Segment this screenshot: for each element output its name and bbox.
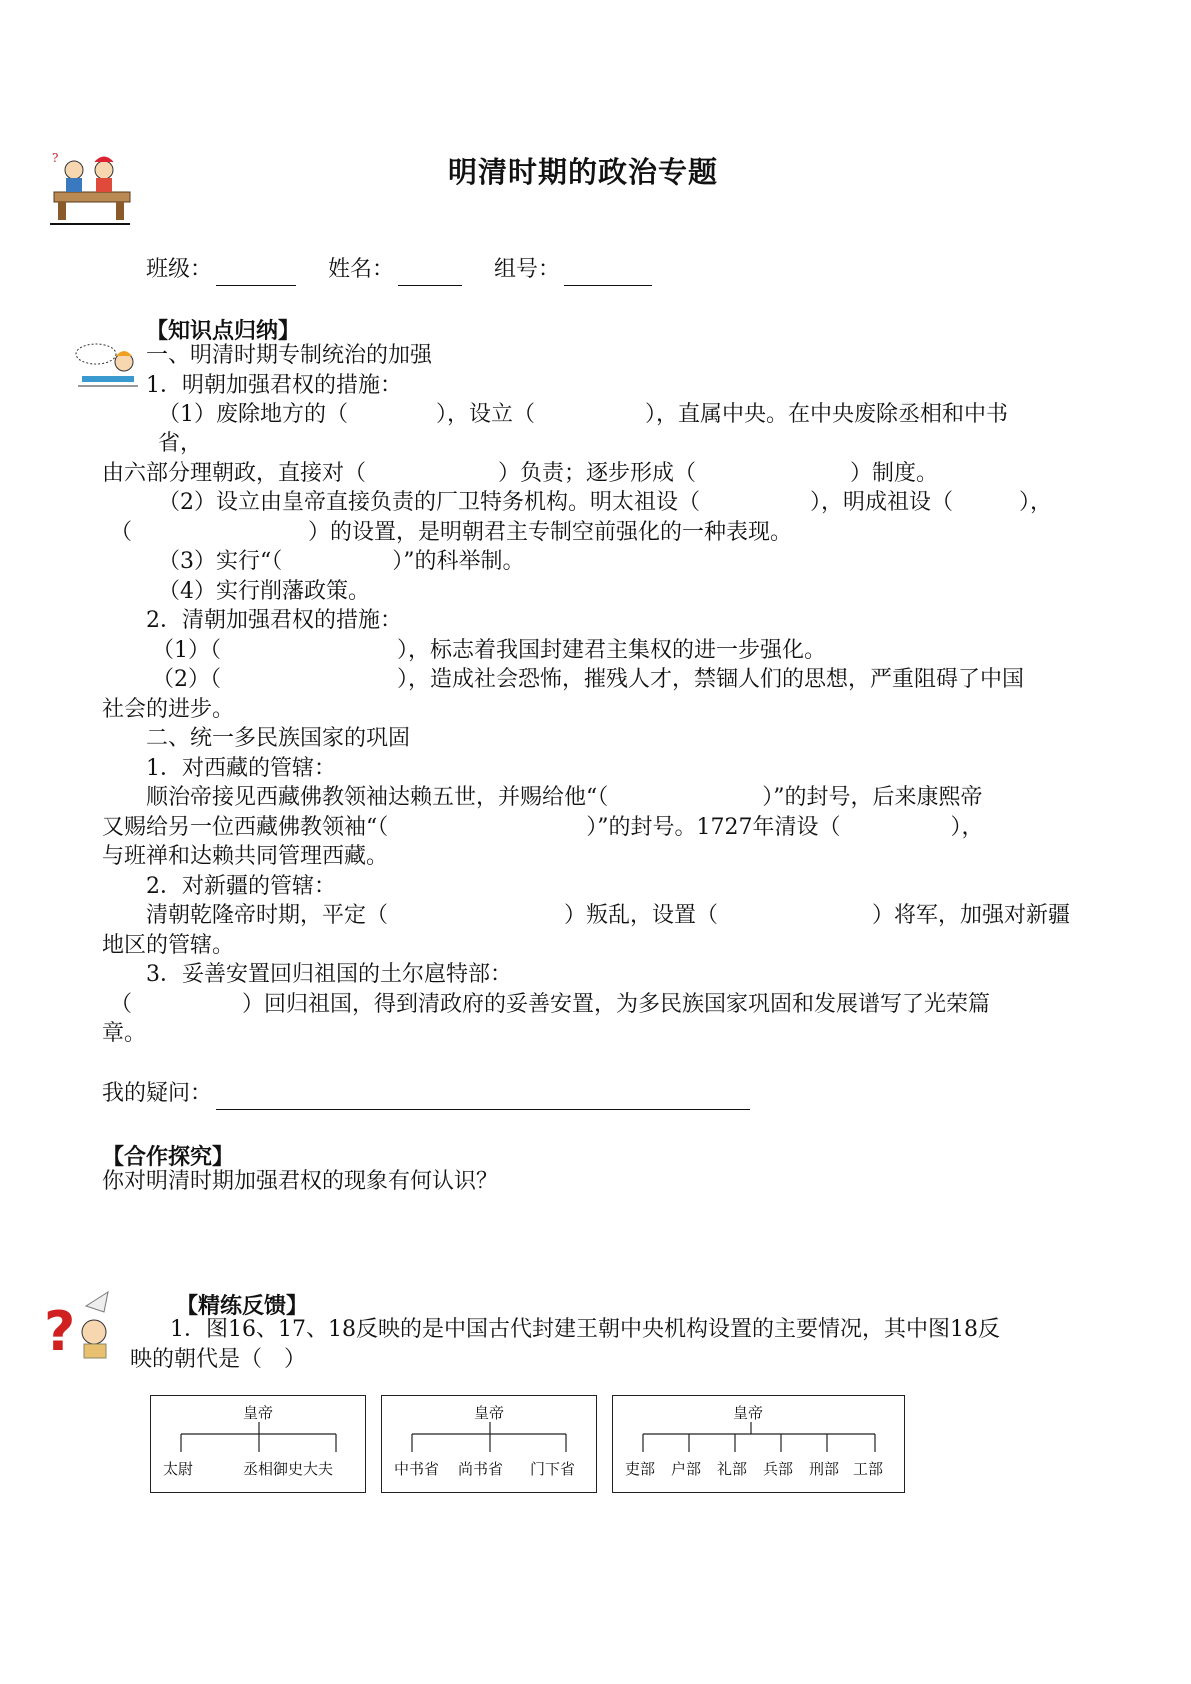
org-diagram-17 [381,1395,597,1493]
section-line-2: 1．明朝加强君权的措施： [146,373,402,398]
practice-heading: 【精练反馈】 [176,1294,309,1319]
org-top-label: 皇帝 [733,1404,764,1422]
knowledge-heading: 【知识点归纳】 [146,319,301,344]
section-line-7: （ ）的设置，是明朝君主专制空前强化的一种表现。 [110,520,793,545]
class-blank[interactable] [216,263,296,286]
section-line-8: （3）实行“（ ）”的科举制。 [158,549,525,574]
group-blank[interactable] [564,263,652,286]
org-child-label: 礼部 [717,1460,748,1478]
org-child-label: 尚书省 [458,1460,504,1478]
question-label: 我的疑问： [102,1081,213,1106]
org-child-label: 中书省 [394,1460,440,1478]
section-line-9: （4）实行削藩政策。 [158,579,370,604]
org-child-label: 吏部 [625,1460,656,1478]
svg-text:?: ? [44,1300,76,1363]
section-line-14: 二、统一多民族国家的巩固 [146,726,411,751]
org-child-label: 太尉 [163,1460,194,1478]
org-child-label: 户部 [671,1460,702,1478]
page-title: 明清时期的政治专题 [448,155,719,189]
question-blank[interactable] [216,1087,750,1110]
org-child-label: 兵部 [763,1460,794,1478]
org-diagram-16 [150,1395,366,1493]
section-line-16: 顺治帝接见西藏佛教领袖达赖五世，并赐给他“（ ）”的封号，后来康熙帝 [146,785,983,810]
section-line-10: 2．清朝加强君权的措施： [146,608,402,633]
section-line-23: （ ）回归祖国，得到清政府的妥善安置，为多民族国家巩固和发展谱写了光荣篇 [110,992,991,1017]
class-label: 班级： [146,257,213,282]
practice-q1-line1: 1．图16、17、18反映的是中国古代封建王朝中央机构设置的主要情况，其中图18反 [170,1317,1000,1342]
section-line-18: 与班禅和达赖共同管理西藏。 [102,844,389,869]
section-line-17: 又赐给另一位西藏佛教领袖“（ ）”的封号。1727年清设（ ）， [102,815,984,840]
section-line-5: 由六部分理朝政，直接对（ ）负责；逐步形成（ ）制度。 [102,461,939,486]
section-line-22: 3．妥善安置回归祖国的土尔扈特部： [146,962,512,987]
section-line-19: 2．对新疆的管辖： [146,874,336,899]
section-line-13: 社会的进步。 [102,697,235,722]
student-info-row [146,254,652,286]
org-child-label: 门下省 [530,1460,576,1478]
name-blank[interactable] [398,263,462,286]
org-top-label: 皇帝 [474,1404,505,1422]
cooperation-question: 你对明清时期加强君权的现象有何认识？ [102,1169,499,1194]
practice-q1-line2: 映的朝代是（ ） [130,1347,307,1372]
question-row [102,1078,750,1110]
org-top-label: 皇帝 [243,1404,274,1422]
org-child-label: 工部 [853,1460,884,1478]
question-kid-illustration [42,1286,124,1366]
section-line-24: 章。 [102,1021,147,1046]
section-line-15: 1．对西藏的管辖： [146,756,336,781]
group-label: 组号： [494,257,561,282]
section-line-1: 一、明清时期专制统治的加强 [146,343,433,368]
section-line-20: 清朝乾隆帝时期，平定（ ）叛乱，设置（ ）将军，加强对新疆 [146,903,1071,928]
cooperation-heading: 【合作探究】 [102,1145,235,1170]
name-label: 姓名： [328,257,395,282]
section-line-11: （1）（ ），标志着我国封建君主集权的进一步强化。 [152,638,826,663]
org-child-label: 丞相御史大夫 [243,1460,334,1478]
section-line-4: 省， [158,431,203,456]
section-line-12: （2）（ ），造成社会恐怖，摧残人才，禁锢人们的思想，严重阻碍了中国 [152,667,1025,692]
thinking-kid-illustration [72,340,142,390]
section-line-21: 地区的管辖。 [102,933,235,958]
org-child-label: 刑部 [809,1460,840,1478]
svg-text:?: ? [52,151,59,165]
kids-at-desk-illustration [48,148,134,228]
section-line-6: （2）设立由皇帝直接负责的厂卫特务机构。明太祖设（ ），明成祖设（ ）， [158,490,1053,515]
section-line-3: （1）废除地方的（ ），设立（ ），直属中央。在中央废除丞相和中书 [158,402,1009,427]
org-diagram-18 [612,1395,905,1493]
